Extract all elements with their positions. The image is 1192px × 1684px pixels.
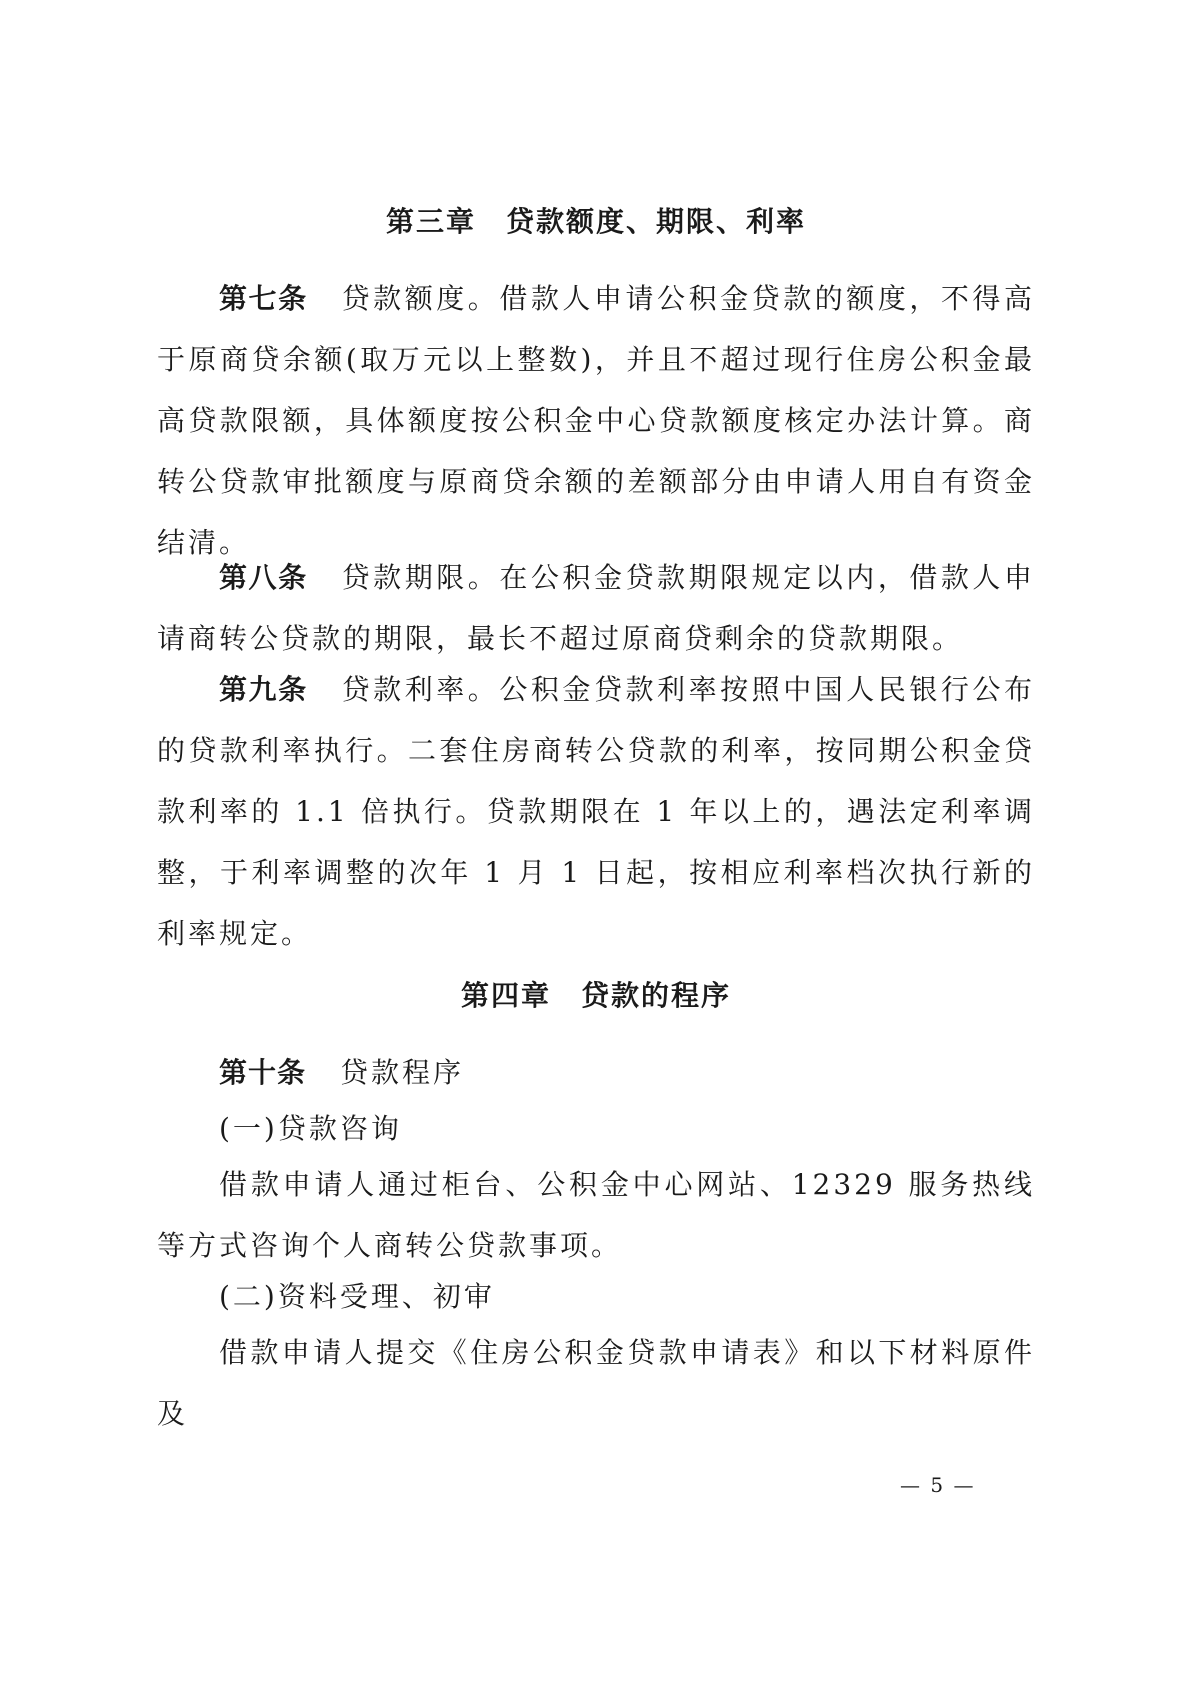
article-8-heading: 第八条 <box>219 561 308 594</box>
article-9 <box>157 659 1035 964</box>
article-7 <box>157 268 1035 573</box>
article-10-heading: 第十条 <box>219 1056 307 1089</box>
article-10-text: 贷款程序 <box>340 1056 465 1089</box>
chapter-3-title: 第三章 贷款额度、期限、利率 <box>385 205 806 238</box>
item-2-text: 借款申请人提交《住房公积金贷款申请表》和以下材料原件及 <box>157 1336 1035 1430</box>
article-9-text: 贷款利率。公积金贷款利率按照中国人民银行公布的贷款利率执行。二套住房商转公贷款的利率，按同期公积金贷款利率的 1.1 倍执行。贷款期限在 1 年以上的，遇法定利率调整，于利率调整的次年 1 月 1 日起，按相应利率档次执行新的利率规定。 <box>157 673 1035 950</box>
article-10 <box>157 1042 1035 1103</box>
article-8 <box>157 547 1035 669</box>
page-number: — 5 — <box>900 1473 976 1497</box>
item-1-title: (一)贷款咨询 <box>219 1112 402 1145</box>
chapter-4-title: 第四章 贷款的程序 <box>460 979 731 1012</box>
article-8-text: 贷款期限。在公积金贷款期限规定以内，借款人申请商转公贷款的期限，最长不超过原商贷剩余的贷款期限。 <box>157 561 1035 655</box>
item-1-text: 借款申请人通过柜台、公积金中心网站、12329 服务热线等方式咨询个人商转公贷款事项。 <box>157 1168 1035 1262</box>
article-7-heading: 第七条 <box>219 282 308 315</box>
item-2-title: (二)资料受理、初审 <box>219 1280 495 1313</box>
article-7-text: 贷款额度。借款人申请公积金贷款的额度，不得高于原商贷余额(取万元以上整数)，并且不超过现行住房公积金最高贷款限额，具体额度按公积金中心贷款额度核定办法计算。商转公贷款审批额度与原商贷余额的差额部分由申请人用自有资金结清。 <box>157 282 1035 559</box>
article-9-heading: 第九条 <box>219 673 308 706</box>
